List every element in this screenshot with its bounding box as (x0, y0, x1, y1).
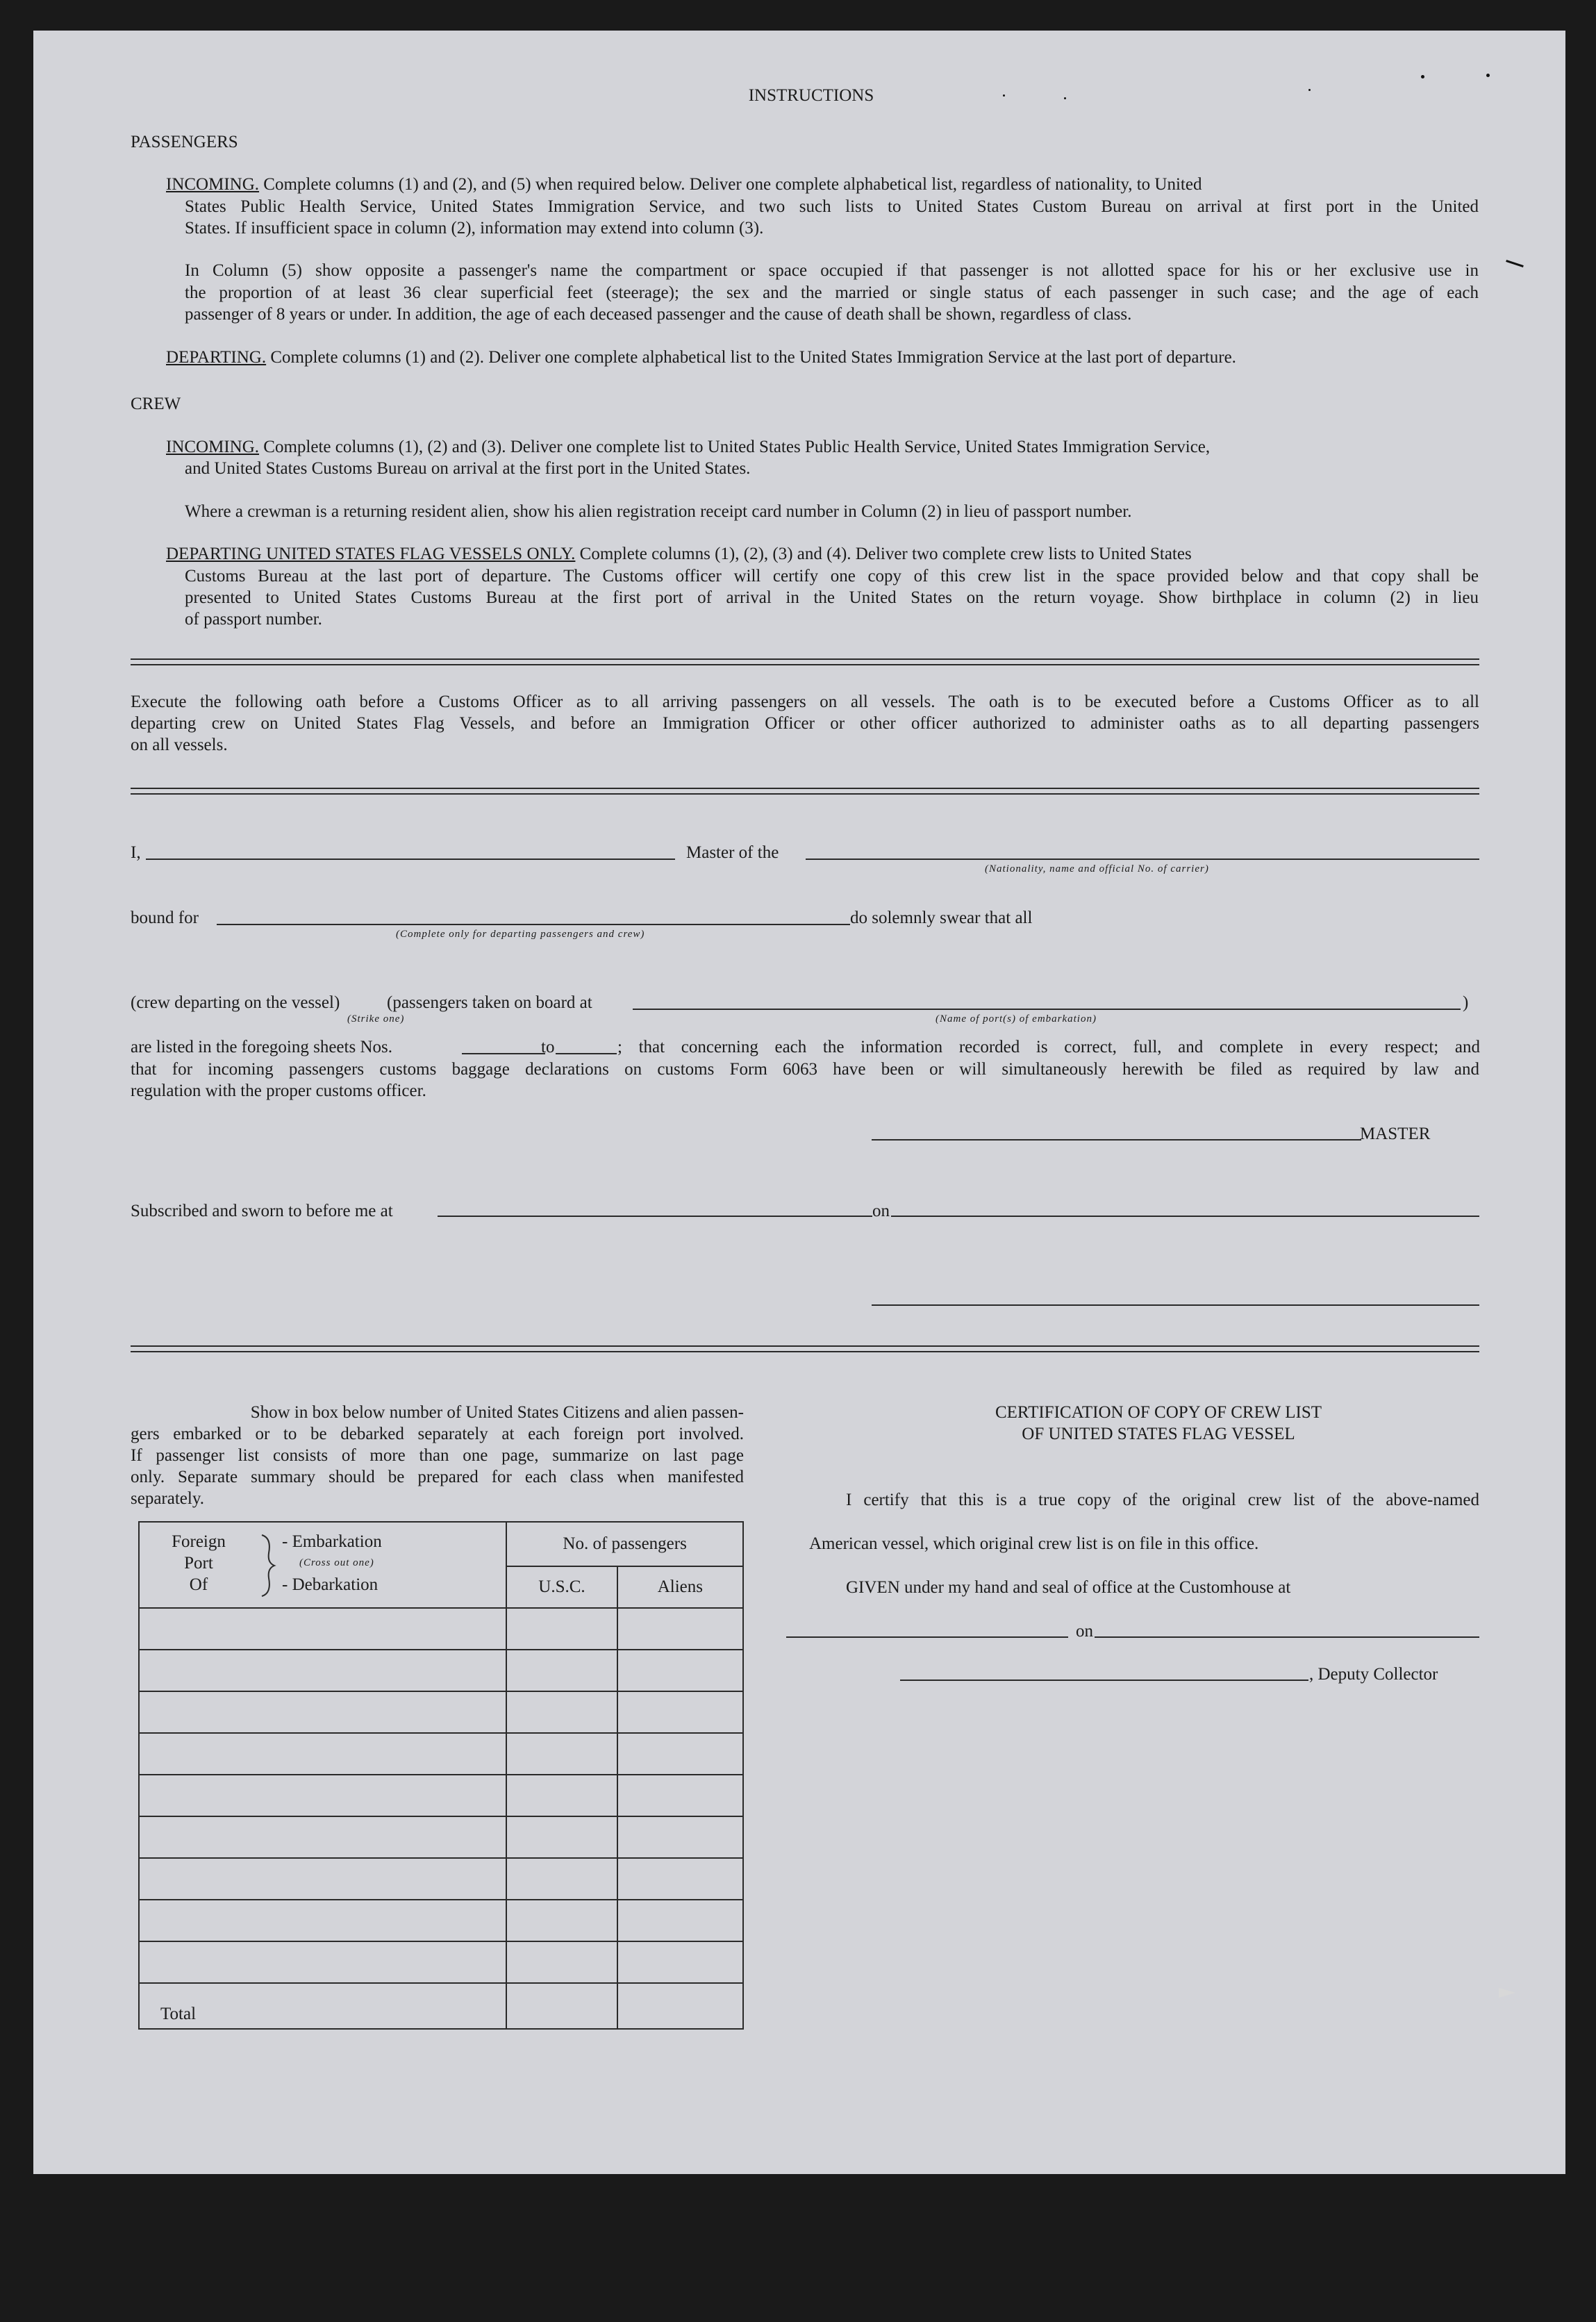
certification-title-line1: CERTIFICATION OF COPY OF CREW LIST (995, 1403, 1322, 1422)
summary-line3: If passenger list consists of more than one page, summarize on last page (131, 1446, 744, 1465)
aliens-cell[interactable] (617, 1608, 743, 1650)
certify-line2: American vessel, which original crew list is on file in this office. (809, 1534, 1259, 1553)
deputy-collector-label: , Deputy Collector (1309, 1665, 1438, 1684)
embarkation-label: - Embarkation (282, 1532, 382, 1551)
table-row (139, 1608, 743, 1650)
aliens-cell[interactable] (617, 1650, 743, 1691)
certification-date-field[interactable] (1095, 1636, 1479, 1638)
officer-signature-field[interactable] (872, 1304, 1479, 1306)
table-row (139, 1775, 743, 1816)
sworn-place-field[interactable] (438, 1216, 872, 1217)
column5-line3: passenger of 8 years or under. In addition, the age of each deceased passenger and the cause of death shall be shown, regardless of class. (185, 305, 1132, 324)
port-cell[interactable] (139, 1858, 506, 1900)
deputy-signature-field[interactable] (900, 1680, 1308, 1681)
passengers-incoming-label: INCOMING. (166, 175, 260, 194)
port-cell[interactable] (139, 1608, 506, 1650)
usc-cell[interactable] (506, 1608, 617, 1650)
master-of-the-label: Master of the (686, 843, 779, 862)
brace-icon (258, 1532, 279, 1599)
sheet-from-field[interactable] (462, 1053, 545, 1054)
certification-on-label: on (1076, 1622, 1093, 1641)
port-cell[interactable] (139, 1900, 506, 1941)
table-total-row (139, 1983, 743, 2029)
bound-for-label: bound for (131, 909, 199, 927)
section-divider (131, 658, 1479, 665)
oath-intro-line2: departing crew on United States Flag Vessels, and before an Immigration Officer or other officer authorized to administer oaths as to all departing passengers (131, 714, 1479, 733)
column5-line1: In Column (5) show opposite a passenger's name the compartment or space occupied if that passenger is not allotted space for his or her exclusive use in (185, 261, 1479, 280)
incoming-declaration-text: that for incoming passengers customs baggage declarations on customs Form 6063 have been or will simultaneously herewith be filed as required by law and (131, 1060, 1479, 1079)
cross-out-hint: (Cross out one) (299, 1557, 374, 1568)
usc-cell[interactable] (506, 1858, 617, 1900)
oath-intro-line1: Execute the following oath before a Customs Officer as to all arriving passengers on all vessels. The oath is to be executed before a Customs Officer as to all (131, 693, 1479, 711)
summary-line4: only. Separate summary should be prepared for each class when manifested (131, 1468, 744, 1486)
crew-departing-line2: Customs Bureau at the last port of departure. The Customs officer will certify one copy of this crew list in the space provided below and that copy shall be (185, 567, 1479, 586)
foreign-label: Foreign (172, 1532, 226, 1551)
crew-departing-line3: presented to United States Customs Bureau at the first port of arrival in the United States on the return voyage. Show birthplace in column (2) in lieu (185, 588, 1479, 607)
embarkation-ports-field[interactable] (633, 1009, 1461, 1010)
certify-line1: I certify that this is a true copy of the original crew list of the above-named (846, 1491, 1479, 1509)
carrier-hint: (Nationality, name and official No. of carrier) (985, 863, 1209, 874)
aliens-header: Aliens (617, 1566, 743, 1608)
to-label: to (541, 1038, 555, 1056)
crew-departing-label: DEPARTING UNITED STATES FLAG VESSELS ONLY. (166, 545, 576, 563)
usc-cell[interactable] (506, 1941, 617, 1983)
crew-departing-line4: of passport number. (185, 610, 322, 629)
table-row (139, 1941, 743, 1983)
summary-line1: Show in box below number of United States Citizens and alien passen- (250, 1403, 744, 1422)
master-name-field[interactable] (146, 859, 675, 860)
carrier-field[interactable] (806, 859, 1479, 860)
table-row (139, 1650, 743, 1691)
concerning-text: ; that concerning each the information recorded is correct, full, and complete in every respect; and (617, 1038, 1480, 1056)
swear-label: do solemnly swear that all (850, 909, 1033, 927)
table-header-row (139, 1522, 743, 1566)
listed-label: are listed in the foregoing sheets Nos. (131, 1038, 392, 1056)
ports-hint: (Name of port(s) of embarkation) (936, 1013, 1097, 1025)
port-cell[interactable] (139, 1650, 506, 1691)
sworn-on-label: on (872, 1202, 890, 1220)
oath-i-label: I, (131, 843, 141, 862)
subscribed-label: Subscribed and sworn to before me at (131, 1202, 393, 1220)
crew-incoming-line2: and United States Customs Bureau on arrival at the first port in the United States. (185, 459, 751, 478)
scan-speck (1421, 75, 1424, 78)
section-divider (131, 788, 1479, 795)
usc-total-cell[interactable] (506, 1983, 617, 2029)
regulation-text: regulation with the proper customs officer. (131, 1081, 426, 1100)
passengers-heading: PASSENGERS (131, 133, 238, 151)
instructions-title: INSTRUCTIONS (748, 86, 874, 105)
scan-speck (1003, 94, 1005, 97)
customhouse-field[interactable] (786, 1636, 1068, 1638)
passengers-incoming-line1: INCOMING. Complete columns (1) and (2), and (5) when required below. Deliver one complete alphabetical list, regardless of nationality, to United (166, 175, 1202, 194)
master-label: MASTER (1360, 1125, 1431, 1143)
aliens-cell[interactable] (617, 1858, 743, 1900)
passengers-incoming-line3: States. If insufficient space in column (2), information may extend into column (3). (185, 219, 764, 238)
table-row (139, 1733, 743, 1775)
no-passengers-header: No. of passengers (506, 1522, 743, 1566)
scan-speck (1486, 74, 1490, 77)
sworn-date-field[interactable] (891, 1216, 1479, 1217)
table-row (139, 1900, 743, 1941)
table-row (139, 1816, 743, 1858)
crew-departing-option: (crew departing on the vessel) (131, 993, 340, 1012)
bound-for-field[interactable] (217, 924, 850, 925)
strike-hint: (Strike one) (347, 1013, 405, 1025)
usc-header: U.S.C. (506, 1566, 617, 1608)
crew-incoming-line1: INCOMING. Complete columns (1), (2) and (3). Deliver one complete list to United States Public Health Service, United States Immigration Service, (166, 438, 1211, 456)
port-cell[interactable] (139, 1733, 506, 1775)
aliens-cell[interactable] (617, 1733, 743, 1775)
section-divider (131, 1345, 1479, 1352)
aliens-cell[interactable] (617, 1816, 743, 1858)
close-paren: ) (1463, 993, 1469, 1012)
passengers-taken-option: (passengers taken on board at (387, 993, 592, 1012)
resident-alien-note: Where a crewman is a returning resident alien, show his alien registration receipt card number in Column (2) in lieu of passport number. (185, 502, 1132, 521)
usc-cell[interactable] (506, 1775, 617, 1816)
port-cell[interactable] (139, 1691, 506, 1733)
aliens-cell[interactable] (617, 1900, 743, 1941)
passenger-summary-table (138, 1521, 744, 2030)
crew-departing-line1: DEPARTING UNITED STATES FLAG VESSELS ONLY. Complete columns (1), (2), (3) and (4). Deliver two complete crew lists to United States (166, 545, 1192, 563)
crew-heading: CREW (131, 395, 181, 413)
master-signature-field[interactable] (872, 1139, 1361, 1141)
oath-intro-line3: on all vessels. (131, 736, 228, 754)
summary-line5: separately. (131, 1489, 204, 1508)
port-label: Port (184, 1554, 213, 1573)
usc-cell[interactable] (506, 1691, 617, 1733)
debarkation-label: - Debarkation (282, 1575, 379, 1594)
passengers-departing-label: DEPARTING. (166, 348, 267, 367)
usc-cell[interactable] (506, 1733, 617, 1775)
aliens-cell[interactable] (617, 1691, 743, 1733)
total-label: Total (139, 1983, 506, 2029)
bound-for-hint: (Complete only for departing passengers and crew) (396, 929, 645, 940)
usc-cell[interactable] (506, 1900, 617, 1941)
passengers-departing-line: DEPARTING. Complete columns (1) and (2). Deliver one complete alphabetical list to the United States Immigration Service at the last port of departure. (166, 348, 1236, 367)
scan-speck (1064, 97, 1066, 99)
port-header-cell (139, 1522, 506, 1608)
certification-title-line2: OF UNITED STATES FLAG VESSEL (1022, 1425, 1295, 1443)
usc-cell[interactable] (506, 1650, 617, 1691)
aliens-cell[interactable] (617, 1941, 743, 1983)
port-cell[interactable] (139, 1816, 506, 1858)
crew-incoming-label: INCOMING. (166, 438, 260, 456)
port-cell[interactable] (139, 1941, 506, 1983)
scan-speck (1308, 89, 1311, 91)
aliens-cell[interactable] (617, 1775, 743, 1816)
usc-cell[interactable] (506, 1816, 617, 1858)
port-cell[interactable] (139, 1775, 506, 1816)
form-page (33, 31, 1565, 2174)
summary-line2: gers embarked or to be debarked separately at each foreign port involved. (131, 1425, 744, 1443)
column5-line2: the proportion of at least 36 clear superficial feet (steerage); the sex and the married or single status of each passenger in such case; and the age of each (185, 283, 1479, 302)
of-label: Of (189, 1575, 208, 1594)
aliens-total-cell[interactable] (617, 1983, 743, 2029)
sheet-to-field[interactable] (556, 1053, 617, 1054)
table-row (139, 1858, 743, 1900)
given-text: GIVEN under my hand and seal of office at the Customhouse at (846, 1578, 1291, 1597)
passengers-incoming-line2: States Public Health Service, United States Immigration Service, and two such lists to United States Custom Bureau on arrival at first port in the United (185, 197, 1479, 216)
table-row (139, 1691, 743, 1733)
